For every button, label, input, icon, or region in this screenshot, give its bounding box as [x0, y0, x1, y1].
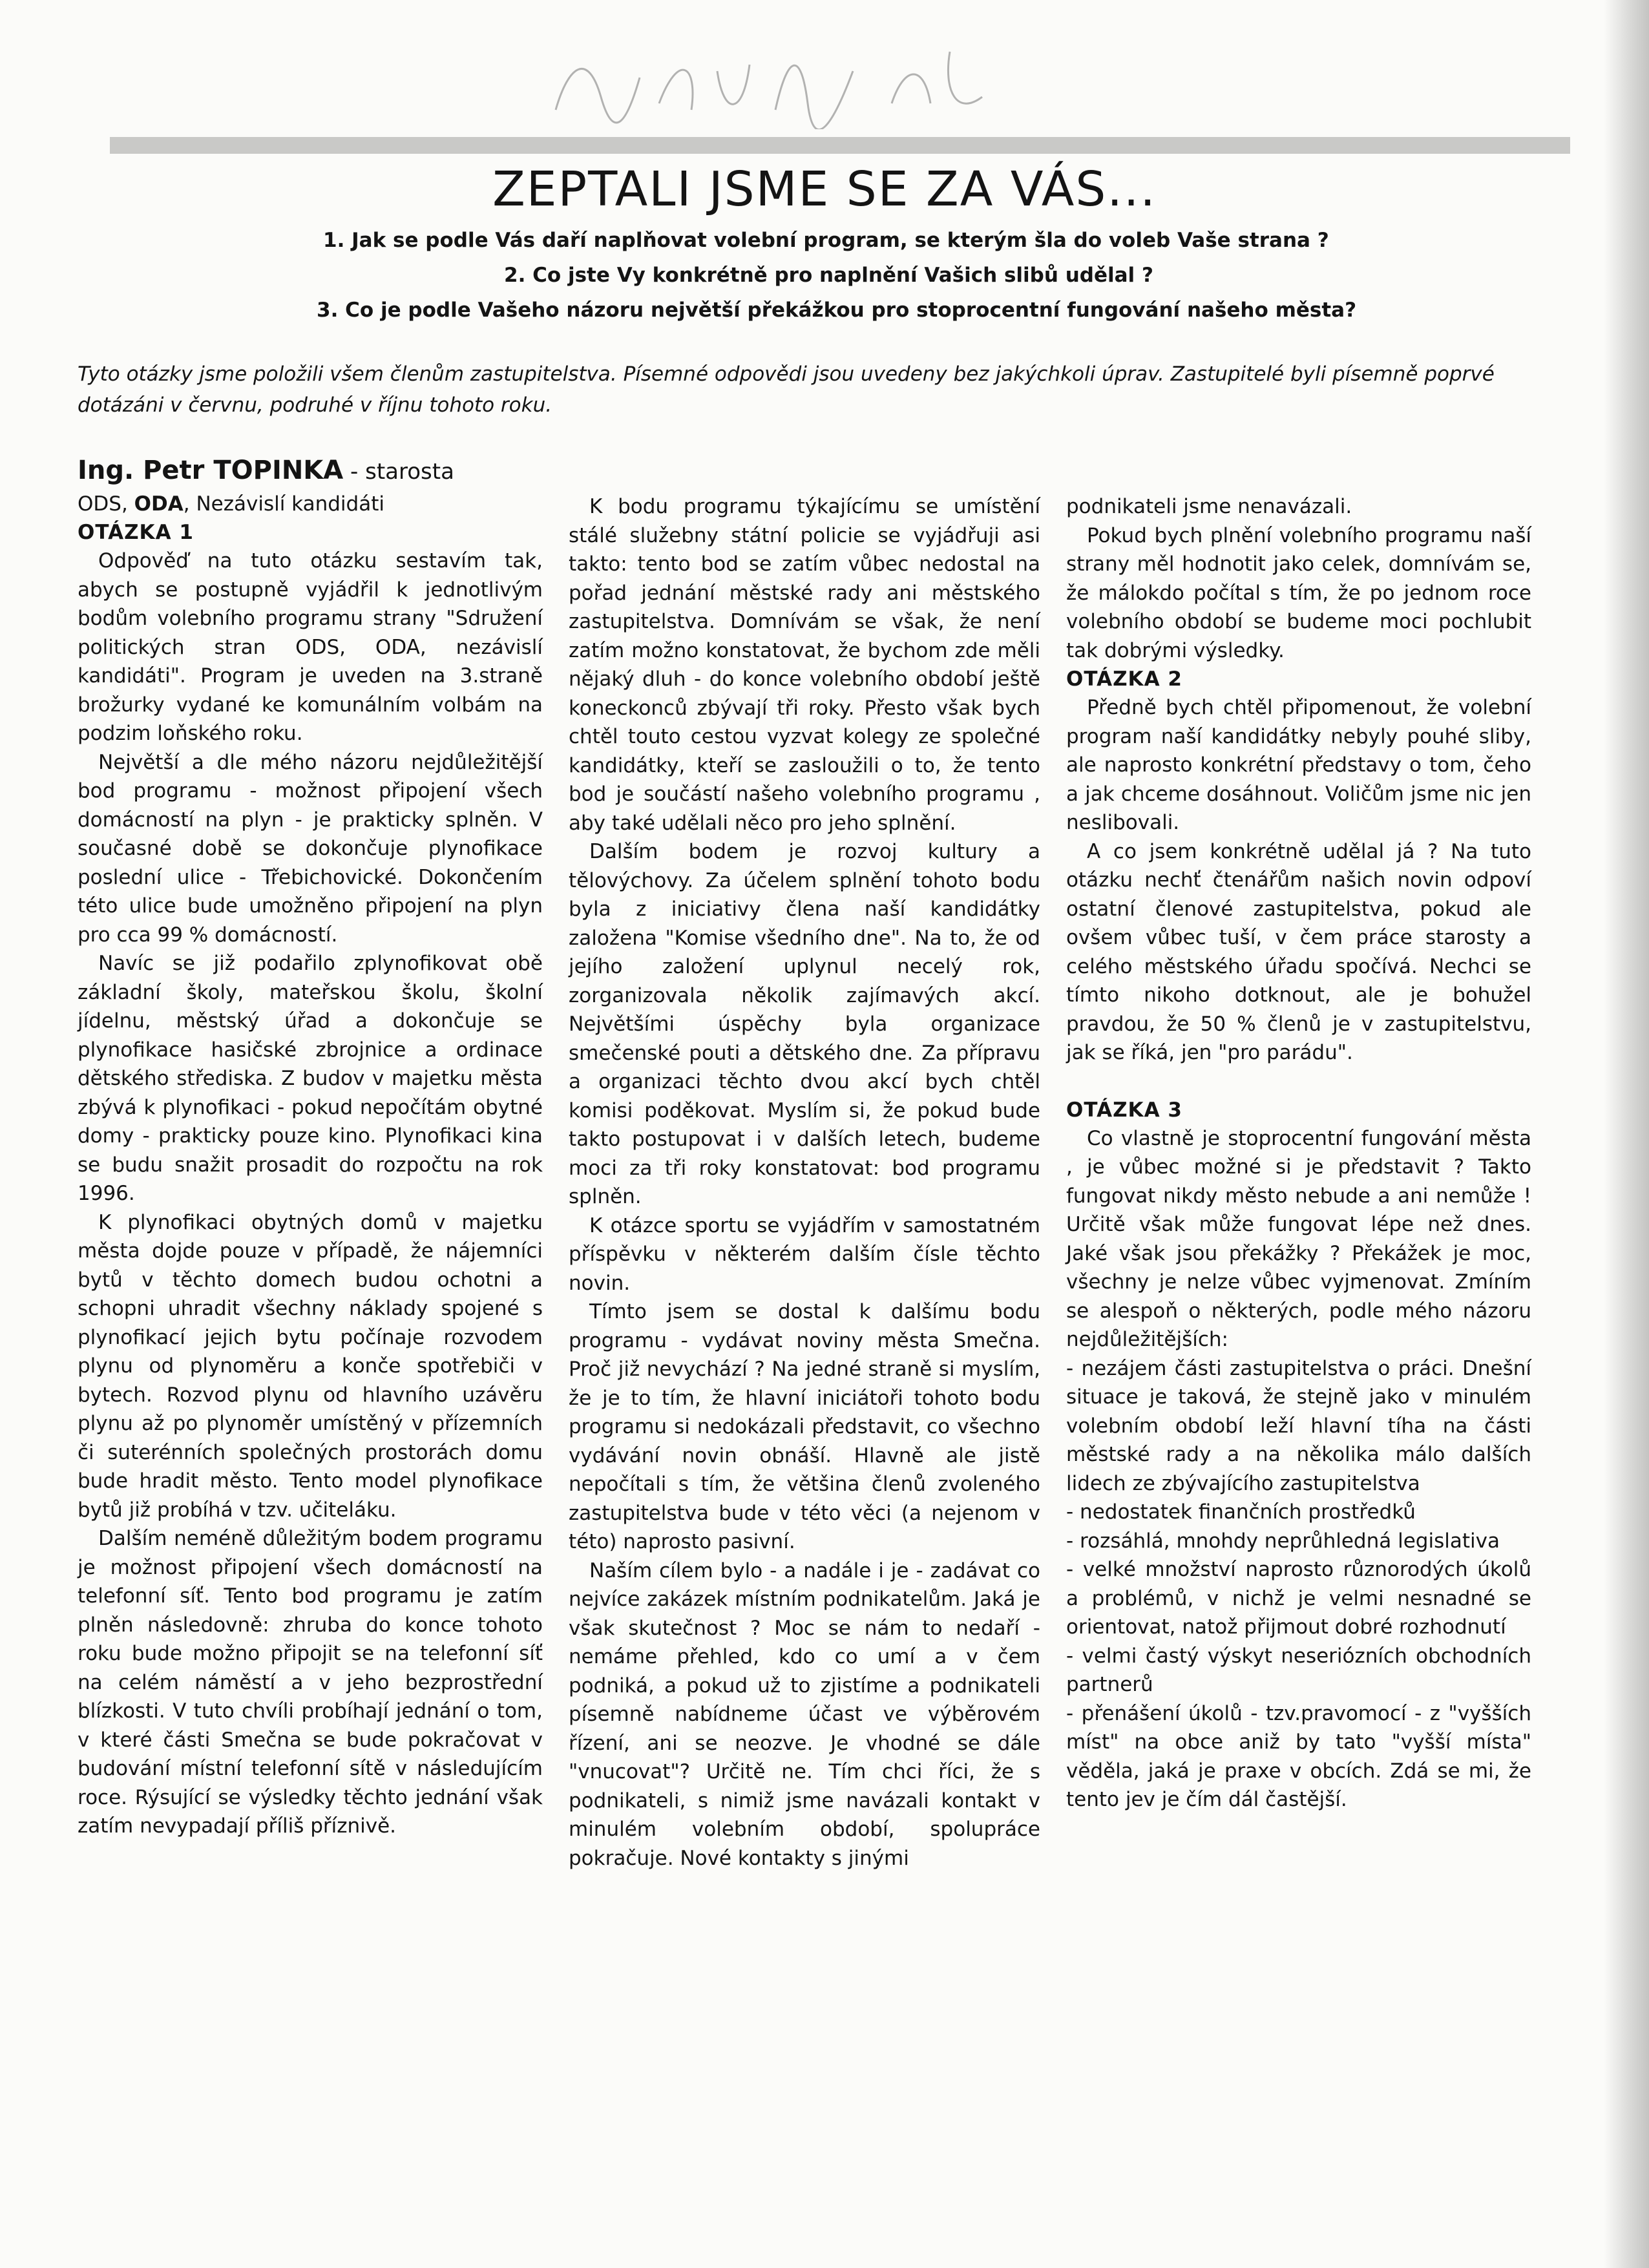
questions-block [246, 223, 1409, 328]
left-column [78, 452, 543, 1841]
paragraph: Odpověď na tuto otázku sestavím tak, abych se postupně vyjádřil k jednotlivým bodům volebního programu strany "Sdružení politických stran ODS, ODA, nezávislí kandidáti". Program je uveden na 3.straně brožurky vydané ke komunálním volbám na podzim loňského roku. [78, 549, 543, 745]
list-item: - nezájem části zastupitelstva o práci. Dnešní situace je taková, že stejně jako v minulém volebním období leží hlavní tíha na části městské rady a na několika málo dalších lidech ze zbývajícího zastupitelstva [1066, 1356, 1531, 1495]
right-column [1066, 492, 1531, 1814]
question-2: 2. Co jste Vy konkrétně pro naplnění Vašich slibů udělal ? [504, 264, 1153, 287]
question-1: 1. Jak se podle Vás daří naplňovat volební program, se kterým šla do voleb Vaše strana ? [323, 229, 1329, 252]
party-prefix: ODS, [78, 492, 134, 516]
list-item: - velké množství naprosto různorodých úkolů a problémů, v nichž je velmi nesnadné se orientovat, natož přijmout dobré rozhodnutí [1066, 1558, 1531, 1639]
paragraph: K plynofikaci obytných domů v majetku města dojde pouze v případě, že nájemníci bytů v těchto domech budou ochotni a schopni uhradit všechny náklady spojené s plynofikací jejich bytu počínaje rozvodem plynu od plynoměru a konče spotřebiči v bytech. Rozvod plynu od hlavního uzávěru plynu až po plynoměr umístěný v přízemních či suterénních společných prostorách domu bude hradit město. Tento model plynofikace bytů již probíhá v tzv. učiteláku. [78, 1210, 543, 1522]
author-party [78, 490, 543, 518]
heading-question-2: OTÁZKA 2 [1066, 667, 1182, 691]
middle-column [569, 492, 1040, 1873]
list-item: - nedostatek finančních prostředků [1066, 1500, 1416, 1524]
paragraph: A co jsem konkrétně udělal já ? Na tuto otázku nechť čtenářům našich novin odpoví ostatní členové zastupitelstva, pokud ale ovšem vůbec tuší, v čem práce starosty a celého městského úřadu spočívá. Nechci se tímto nikoho dotknout, ale je bohužel pravdou, že 50 % členů je v zastupitelstvu, jak se říká, jen "pro parádu". [1066, 839, 1531, 1064]
paragraph: Dalším neméně důležitým bodem programu je možnost připojení všech domácností na telefonní síť. Tento bod programu je zatím plněn následovně: zhruba do konce tohoto roku bude možno připojit se na telefonní síť na celém náměstí a v jeho bezprostřední blízkosti. V tuto chvíli probíhají jednání o tom, v které části Smečna se bude pokračovat v budování místní telefonní sítě v následujícím roce. Rýsující se výsledky těchto jednání však zatím nevypadají příliš příznivě. [78, 1527, 543, 1838]
paragraph: Tímto jsem se dostal k dalšímu bodu programu - vydávat noviny města Smečna. Proč již nevychází ? Na jedné straně si myslím, že je to tím, že hlavní iniciátoři tohoto bodu programu si nedokázali představit, co všechno vydávání novin obnáší. Hlavně ale jistě nepočítali s tím, že většina členů zvoleného zastupitelstva bude v této věci (a nejenom v této) naprosto pasivní. [569, 1300, 1040, 1553]
spacer [1066, 1067, 1531, 1096]
paragraph: podnikateli jsme nenavázali. [1066, 495, 1352, 518]
page-edge-shadow [1604, 0, 1649, 2268]
list-item: - přenášení úkolů - tzv.pravomocí - z "vyšších míst" na obce aniž by tato "vyšší místa" věděla, jaká je praxe v obcích. Zdá se mi, že tento jev je čím dál častější. [1066, 1701, 1531, 1811]
heading-question-1: OTÁZKA 1 [78, 521, 194, 544]
party-suffix: , Nezávislí kandidáti [183, 492, 384, 516]
paragraph: Dalším bodem je rozvoj kultury a tělovýchovy. Za účelem splnění tohoto bodu byla z iniciativy člena naší kandidátky založena "Komise všedního dne". Na to, že od jejího založení uplynul necelý rok, zorganizovala několik zajímavých akcí. Největšími úspěchy byla organizace smečenské pouti a dětského dne. Za přípravu a organizaci těchto dvou akcí bych chtěl komisi poděkovat. Myslím si, že pokud bude takto postupovat i v dalších letech, budeme moci za tři roky konstatovat: bod programu splněn. [569, 840, 1040, 1208]
paragraph: Pokud bych plnění volebního programu naší strany měl hodnotit jako celek, domnívám se, že málokdo počítal s tím, že po jednom roce volebního období se budeme moci pochlubit tak dobrými výsledky. [1066, 523, 1531, 662]
author-name [78, 452, 543, 490]
paragraph: Předně bych chtěl připomenout, že volební program naší kandidátky nebyly pouhé sliby, ale naprosto konkrétní představy o tom, čeho a jak chceme dosáhnout. Voličům jsme nic jen neslibovali. [1066, 696, 1531, 834]
author-name-text: Ing. Petr TOPINKA [78, 456, 344, 485]
paragraph: Naším cílem bylo - a nadále i je - zadávat co nejvíce zakázek místním podnikatelům. Jaká je však skutečnost ? Moc se nám to nedaří - nemáme přehled, kdo co umí a v čem podniká, a pokud už to zjistíme a podnikateli písemně nabídneme účast ve výběrovém řízení, ani se neozve. Je vhodné se dále "vnucovat"? Určitě ne. Tím chci říci, že s podnikateli, s nimiž jsme navázali kontakt v minulém volebním období, spolupráce pokračuje. Nové kontakty s jinými [569, 1559, 1040, 1870]
paragraph: Co vlastně je stoprocentní fungování města , je vůbec možné si je představit ? Takto fungovat nikdy město nebude a ani nemůže ! Určitě však může fungovat lépe než dnes. Jaké však jsou překážky ? Překážek je moc, všechny je nelze vůbec vyjmenovat. Zmíním se alespoň o některých, podle mého názoru nejdůležitějších: [1066, 1126, 1531, 1351]
paragraph: Navíc se již podařilo zplynofikovat obě základní školy, mateřskou školu, školní jídelnu, městský úřad a dokončuje se plynofikace hasičské zbrojnice a ordinace dětského střediska. Z budov v majetku města zbývá k plynofikaci - pokud nepočítám obytné domy - prakticky pouze kino. Plynofikaci kina se budu snažit prosadit do rozpočtu na rok 1996. [78, 952, 543, 1205]
party-bold: ODA [134, 492, 184, 516]
article-title: ZEPTALI JSME SE ZA VÁS... [492, 162, 1157, 217]
handwritten-scribble [530, 26, 1021, 129]
list-item: - velmi častý výskyt neseriózních obchodních partnerů [1066, 1644, 1531, 1696]
top-rule [110, 137, 1570, 154]
heading-question-3: OTÁZKA 3 [1066, 1098, 1182, 1122]
paragraph: K bodu programu týkajícímu se umístění stálé služebny státní policie se vyjádřuji asi takto: tento bod se zatím vůbec nedostal na pořad jednání městské rady ani městského zastupitelstva. Domnívám se však, že není zatím možno konstatovat, že bychom zde měli nějaký dluh - do konce volebního období ještě koneckonců zbývají tři roky. Přesto však bych chtěl touto cestou vyzvat kolegy ze společné kandidátky, kteří se zasloužili o to, že tento bod je součástí našeho volebního programu , aby také udělali něco pro jeho splnění. [569, 495, 1040, 835]
paragraph: Největší a dle mého názoru nejdůležitější bod programu - možnost připojení všech domácností na plyn - je prakticky splněn. V současné době se dokončuje plynofikace poslední ulice - Třebichovické. Dokončením této ulice bude umožněno připojení na plyn pro cca 99 % domácností. [78, 750, 543, 947]
question-3: 3. Co je podle Vašeho názoru největší překážkou pro stoprocentní fungování našeho města? [317, 299, 1357, 322]
list-item: - rozsáhlá, mnohdy neprůhledná legislativa [1066, 1529, 1500, 1553]
intro-text: Tyto otázky jsme položili všem členům zastupitelstva. Písemné odpovědi jsou uvedeny bez jakýchkoli úprav. Zastupitelé byli písemně poprvé dotázáni v červnu, podruhé v říjnu tohoto roku. [78, 362, 1495, 417]
paragraph: K otázce sportu se vyjádřím v samostatném příspěvku v některém dalším čísle těchto novin. [569, 1213, 1040, 1295]
author-role: - starosta [343, 459, 454, 485]
